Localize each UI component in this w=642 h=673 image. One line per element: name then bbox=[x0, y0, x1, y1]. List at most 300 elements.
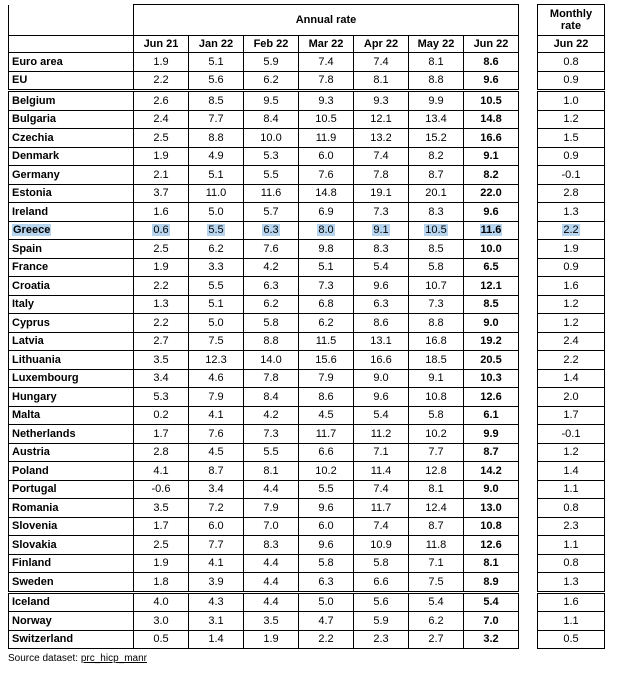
annual-rate-cell: 7.9 bbox=[299, 369, 354, 388]
annual-rate-cell: 8.1 bbox=[464, 554, 519, 573]
annual-rate-cell: 1.8 bbox=[134, 573, 189, 593]
annual-rate-cell: 1.7 bbox=[134, 425, 189, 444]
monthly-rate-cell: 1.6 bbox=[538, 592, 605, 612]
annual-rate-cell: 5.0 bbox=[189, 314, 244, 333]
monthly-rate-cell: 1.0 bbox=[538, 91, 605, 111]
annual-rate-cell: 9.6 bbox=[464, 71, 519, 91]
column-gap bbox=[519, 184, 538, 203]
annual-rate-cell: 5.5 bbox=[299, 480, 354, 499]
annual-rate-cell: 9.3 bbox=[354, 91, 409, 111]
annual-rate-cell: 12.8 bbox=[409, 462, 464, 481]
annual-rate-cell: 3.5 bbox=[134, 351, 189, 370]
annual-rate-cell: 8.3 bbox=[354, 240, 409, 259]
country-name: Poland bbox=[9, 462, 134, 481]
annual-rate-cell: 7.4 bbox=[354, 480, 409, 499]
annual-rate-cell: 5.8 bbox=[299, 554, 354, 573]
annual-rate-cell: 6.6 bbox=[354, 573, 409, 593]
column-gap bbox=[519, 630, 538, 649]
annual-rate-cell: 8.5 bbox=[189, 91, 244, 111]
monthly-rate-cell: 1.1 bbox=[538, 536, 605, 555]
annual-rate-cell: 8.3 bbox=[409, 203, 464, 222]
column-header-5: May 22 bbox=[409, 36, 464, 53]
table-row bbox=[9, 573, 605, 593]
monthly-rate-cell: 1.3 bbox=[538, 573, 605, 593]
annual-rate-cell: 5.3 bbox=[134, 388, 189, 407]
annual-rate-cell: 7.4 bbox=[299, 53, 354, 72]
monthly-rate-cell: 1.6 bbox=[538, 277, 605, 296]
country-name: Croatia bbox=[9, 277, 134, 296]
annual-rate-cell: 10.0 bbox=[464, 240, 519, 259]
column-gap bbox=[519, 612, 538, 631]
country-name: Belgium bbox=[9, 91, 134, 111]
country-name: Portugal bbox=[9, 480, 134, 499]
monthly-rate-cell: 2.2 bbox=[538, 351, 605, 370]
annual-rate-cell: 20.5 bbox=[464, 351, 519, 370]
annual-rate-cell: 5.9 bbox=[354, 612, 409, 631]
annual-rate-cell: 6.2 bbox=[299, 314, 354, 333]
annual-rate-cell: 20.1 bbox=[409, 184, 464, 203]
annual-rate-cell: 7.6 bbox=[189, 425, 244, 444]
annual-rate-cell: 9.3 bbox=[299, 91, 354, 111]
annual-rate-cell: 8.8 bbox=[409, 71, 464, 91]
annual-rate-cell: 18.5 bbox=[409, 351, 464, 370]
annual-rate-cell: 10.2 bbox=[299, 462, 354, 481]
annual-rate-cell: 2.5 bbox=[134, 536, 189, 555]
annual-rate-cell: 0.5 bbox=[134, 630, 189, 649]
table-row bbox=[9, 592, 605, 612]
annual-rate-cell: 7.1 bbox=[354, 443, 409, 462]
annual-rate-cell: 3.0 bbox=[134, 612, 189, 631]
table-row bbox=[9, 110, 605, 129]
monthly-rate-cell: 0.8 bbox=[538, 53, 605, 72]
annual-rate-cell: 10.8 bbox=[464, 517, 519, 536]
annual-rate-cell: 9.5 bbox=[244, 91, 299, 111]
source-note bbox=[8, 653, 147, 664]
table-row bbox=[9, 406, 605, 425]
annual-rate-cell: 6.6 bbox=[299, 443, 354, 462]
annual-rate-cell: 0.2 bbox=[134, 406, 189, 425]
annual-rate-cell: 12.1 bbox=[354, 110, 409, 129]
table-row bbox=[9, 53, 605, 72]
column-gap bbox=[519, 71, 538, 91]
column-gap bbox=[519, 351, 538, 370]
annual-rate-cell: 7.4 bbox=[354, 53, 409, 72]
annual-rate-cell: 4.4 bbox=[244, 480, 299, 499]
table-row bbox=[9, 480, 605, 499]
annual-rate-cell: 5.8 bbox=[354, 554, 409, 573]
column-header-6: Jun 22 bbox=[464, 36, 519, 53]
annual-rate-cell: 7.6 bbox=[244, 240, 299, 259]
annual-rate-cell: 8.0 bbox=[299, 221, 354, 240]
annual-rate-cell: 5.6 bbox=[189, 71, 244, 91]
annual-rate-cell: 8.6 bbox=[464, 53, 519, 72]
table-row bbox=[9, 147, 605, 166]
annual-rate-cell: 2.5 bbox=[134, 240, 189, 259]
country-name: Switzerland bbox=[9, 630, 134, 649]
annual-rate-cell: 4.5 bbox=[299, 406, 354, 425]
annual-rate-cell: -0.6 bbox=[134, 480, 189, 499]
annual-rate-cell: 6.1 bbox=[464, 406, 519, 425]
header-corner bbox=[9, 5, 134, 36]
inflation-table bbox=[8, 4, 605, 649]
column-gap bbox=[519, 53, 538, 72]
monthly-rate-cell: 1.1 bbox=[538, 480, 605, 499]
annual-rate-cell: 9.6 bbox=[464, 203, 519, 222]
annual-rate-cell: 5.5 bbox=[244, 443, 299, 462]
annual-rate-cell: 9.6 bbox=[354, 388, 409, 407]
annual-rate-cell: 10.0 bbox=[244, 129, 299, 148]
column-gap bbox=[519, 480, 538, 499]
annual-rate-cell: 2.7 bbox=[134, 332, 189, 351]
annual-rate-cell: 7.9 bbox=[244, 499, 299, 518]
annual-rate-cell: 2.3 bbox=[354, 630, 409, 649]
annual-rate-cell: 14.0 bbox=[244, 351, 299, 370]
annual-rate-cell: 1.9 bbox=[134, 554, 189, 573]
monthly-rate-cell: 0.8 bbox=[538, 499, 605, 518]
country-name: Italy bbox=[9, 295, 134, 314]
annual-rate-cell: 8.1 bbox=[409, 480, 464, 499]
annual-rate-cell: 4.1 bbox=[189, 406, 244, 425]
column-gap bbox=[519, 314, 538, 333]
annual-rate-cell: 22.0 bbox=[464, 184, 519, 203]
annual-rate-cell: 9.1 bbox=[409, 369, 464, 388]
country-name: Estonia bbox=[9, 184, 134, 203]
country-name: France bbox=[9, 258, 134, 277]
annual-rate-cell: 8.1 bbox=[409, 53, 464, 72]
annual-rate-cell: 7.4 bbox=[354, 517, 409, 536]
annual-rate-cell: 3.4 bbox=[134, 369, 189, 388]
table-row bbox=[9, 166, 605, 185]
column-gap bbox=[519, 443, 538, 462]
table-row bbox=[9, 203, 605, 222]
annual-rate-cell: 11.6 bbox=[464, 221, 519, 240]
annual-rate-cell: 2.6 bbox=[134, 91, 189, 111]
country-name: Malta bbox=[9, 406, 134, 425]
annual-rate-cell: 11.9 bbox=[299, 129, 354, 148]
annual-rate-cell: 2.7 bbox=[409, 630, 464, 649]
annual-rate-cell: 2.2 bbox=[299, 630, 354, 649]
annual-rate-cell: 11.8 bbox=[409, 536, 464, 555]
annual-rate-cell: 5.1 bbox=[299, 258, 354, 277]
annual-rate-cell: 1.7 bbox=[134, 517, 189, 536]
annual-rate-cell: 9.1 bbox=[354, 221, 409, 240]
annual-rate-cell: 5.5 bbox=[244, 166, 299, 185]
annual-rate-cell: 10.5 bbox=[464, 91, 519, 111]
table-row bbox=[9, 369, 605, 388]
column-gap bbox=[519, 536, 538, 555]
column-gap bbox=[519, 369, 538, 388]
annual-rate-cell: 7.2 bbox=[189, 499, 244, 518]
column-gap bbox=[519, 36, 538, 53]
monthly-rate-header: Monthly rate bbox=[538, 5, 605, 36]
table-row bbox=[9, 184, 605, 203]
annual-rate-cell: 3.1 bbox=[189, 612, 244, 631]
column-gap bbox=[519, 406, 538, 425]
monthly-rate-cell: 0.9 bbox=[538, 71, 605, 91]
column-gap bbox=[519, 129, 538, 148]
annual-rate-cell: 8.8 bbox=[189, 129, 244, 148]
annual-rate-cell: 12.3 bbox=[189, 351, 244, 370]
table-row bbox=[9, 258, 605, 277]
annual-rate-cell: 9.0 bbox=[464, 314, 519, 333]
source-label: Source dataset: bbox=[8, 653, 81, 664]
annual-rate-cell: 13.1 bbox=[354, 332, 409, 351]
column-header-2: Feb 22 bbox=[244, 36, 299, 53]
column-gap bbox=[519, 147, 538, 166]
annual-rate-cell: 8.2 bbox=[464, 166, 519, 185]
annual-rate-cell: 1.9 bbox=[134, 53, 189, 72]
annual-rate-cell: 1.9 bbox=[134, 258, 189, 277]
annual-rate-cell: 5.3 bbox=[244, 147, 299, 166]
table-row bbox=[9, 240, 605, 259]
annual-rate-cell: 7.0 bbox=[464, 612, 519, 631]
annual-rate-cell: 4.7 bbox=[299, 612, 354, 631]
annual-rate-cell: 2.5 bbox=[134, 129, 189, 148]
monthly-rate-cell: 2.3 bbox=[538, 517, 605, 536]
monthly-rate-cell: 0.8 bbox=[538, 554, 605, 573]
annual-rate-cell: 3.4 bbox=[189, 480, 244, 499]
column-gap bbox=[519, 592, 538, 612]
table-row bbox=[9, 221, 605, 240]
annual-rate-cell: 5.5 bbox=[189, 221, 244, 240]
column-gap bbox=[519, 499, 538, 518]
annual-rate-cell: 4.4 bbox=[244, 592, 299, 612]
column-gap bbox=[519, 110, 538, 129]
country-name: Norway bbox=[9, 612, 134, 631]
annual-rate-cell: 6.3 bbox=[244, 277, 299, 296]
annual-rate-cell: 8.1 bbox=[354, 71, 409, 91]
country-name: Slovakia bbox=[9, 536, 134, 555]
column-gap bbox=[519, 425, 538, 444]
annual-rate-cell: 3.9 bbox=[189, 573, 244, 593]
table-row bbox=[9, 612, 605, 631]
annual-rate-cell: 19.1 bbox=[354, 184, 409, 203]
country-column-header bbox=[9, 36, 134, 53]
annual-rate-cell: 8.2 bbox=[409, 147, 464, 166]
monthly-rate-cell: -0.1 bbox=[538, 425, 605, 444]
annual-rate-cell: 5.0 bbox=[299, 592, 354, 612]
annual-rate-cell: 6.3 bbox=[354, 295, 409, 314]
annual-rate-cell: 6.0 bbox=[189, 517, 244, 536]
annual-rate-cell: 7.9 bbox=[189, 388, 244, 407]
annual-rate-cell: 11.2 bbox=[354, 425, 409, 444]
annual-rate-cell: 5.5 bbox=[189, 277, 244, 296]
annual-rate-cell: 9.9 bbox=[464, 425, 519, 444]
annual-rate-cell: 5.1 bbox=[189, 53, 244, 72]
annual-rate-cell: 5.4 bbox=[354, 406, 409, 425]
annual-rate-cell: 9.6 bbox=[354, 277, 409, 296]
annual-rate-cell: 4.1 bbox=[134, 462, 189, 481]
annual-rate-cell: 3.7 bbox=[134, 184, 189, 203]
annual-rate-cell: 8.1 bbox=[244, 462, 299, 481]
table-row bbox=[9, 443, 605, 462]
country-name: Cyprus bbox=[9, 314, 134, 333]
monthly-rate-cell: 1.9 bbox=[538, 240, 605, 259]
annual-rate-cell: 7.6 bbox=[299, 166, 354, 185]
table-row bbox=[9, 314, 605, 333]
annual-rate-cell: 2.1 bbox=[134, 166, 189, 185]
annual-rate-cell: 12.1 bbox=[464, 277, 519, 296]
annual-rate-cell: 7.5 bbox=[189, 332, 244, 351]
annual-rate-cell: 0.6 bbox=[134, 221, 189, 240]
monthly-rate-cell: 0.5 bbox=[538, 630, 605, 649]
column-gap bbox=[519, 258, 538, 277]
annual-rate-cell: 6.0 bbox=[299, 517, 354, 536]
annual-rate-cell: 11.0 bbox=[189, 184, 244, 203]
monthly-rate-cell: 0.9 bbox=[538, 147, 605, 166]
monthly-rate-cell: 2.0 bbox=[538, 388, 605, 407]
annual-rate-cell: 2.4 bbox=[134, 110, 189, 129]
country-name: Czechia bbox=[9, 129, 134, 148]
table-row bbox=[9, 517, 605, 536]
annual-rate-cell: 16.6 bbox=[464, 129, 519, 148]
monthly-rate-cell: 1.2 bbox=[538, 314, 605, 333]
header-row-groups bbox=[9, 5, 605, 36]
annual-rate-cell: 3.5 bbox=[244, 612, 299, 631]
annual-rate-cell: 7.7 bbox=[409, 443, 464, 462]
annual-rate-cell: 7.1 bbox=[409, 554, 464, 573]
column-gap bbox=[519, 554, 538, 573]
annual-rate-cell: 16.6 bbox=[354, 351, 409, 370]
monthly-rate-cell: 0.9 bbox=[538, 258, 605, 277]
monthly-rate-cell: 1.2 bbox=[538, 295, 605, 314]
annual-rate-cell: 10.8 bbox=[409, 388, 464, 407]
monthly-rate-cell: -0.1 bbox=[538, 166, 605, 185]
annual-rate-cell: 5.4 bbox=[409, 592, 464, 612]
annual-rate-cell: 1.4 bbox=[189, 630, 244, 649]
table-row bbox=[9, 425, 605, 444]
table-row bbox=[9, 71, 605, 91]
monthly-rate-cell: 2.2 bbox=[538, 221, 605, 240]
annual-rate-cell: 8.5 bbox=[409, 240, 464, 259]
annual-rate-cell: 8.5 bbox=[464, 295, 519, 314]
monthly-rate-cell: 1.1 bbox=[538, 612, 605, 631]
annual-rate-cell: 8.7 bbox=[464, 443, 519, 462]
annual-rate-cell: 7.7 bbox=[189, 110, 244, 129]
annual-rate-cell: 8.6 bbox=[354, 314, 409, 333]
annual-rate-cell: 15.6 bbox=[299, 351, 354, 370]
column-gap bbox=[519, 277, 538, 296]
country-name: Ireland bbox=[9, 203, 134, 222]
country-name: Finland bbox=[9, 554, 134, 573]
table-row bbox=[9, 388, 605, 407]
annual-rate-cell: 11.4 bbox=[354, 462, 409, 481]
column-gap bbox=[519, 5, 538, 36]
annual-rate-cell: 4.9 bbox=[189, 147, 244, 166]
annual-rate-cell: 4.3 bbox=[189, 592, 244, 612]
annual-rate-cell: 8.6 bbox=[299, 388, 354, 407]
monthly-rate-cell: 1.2 bbox=[538, 110, 605, 129]
country-name: Sweden bbox=[9, 573, 134, 593]
annual-rate-cell: 4.1 bbox=[189, 554, 244, 573]
annual-rate-cell: 6.2 bbox=[244, 295, 299, 314]
annual-rate-cell: 7.3 bbox=[299, 277, 354, 296]
annual-rate-cell: 10.3 bbox=[464, 369, 519, 388]
annual-rate-cell: 1.3 bbox=[134, 295, 189, 314]
annual-rate-cell: 5.6 bbox=[354, 592, 409, 612]
annual-rate-cell: 6.3 bbox=[299, 573, 354, 593]
monthly-rate-cell: 2.4 bbox=[538, 332, 605, 351]
annual-rate-cell: 9.0 bbox=[354, 369, 409, 388]
annual-rate-cell: 8.8 bbox=[409, 314, 464, 333]
annual-rate-cell: 3.5 bbox=[134, 499, 189, 518]
column-header-4: Apr 22 bbox=[354, 36, 409, 53]
column-gap bbox=[519, 203, 538, 222]
annual-rate-cell: 16.8 bbox=[409, 332, 464, 351]
table-row bbox=[9, 499, 605, 518]
annual-rate-cell: 5.8 bbox=[409, 258, 464, 277]
annual-rate-cell: 6.2 bbox=[409, 612, 464, 631]
annual-rate-cell: 13.4 bbox=[409, 110, 464, 129]
annual-rate-cell: 5.1 bbox=[189, 166, 244, 185]
annual-rate-cell: 7.5 bbox=[409, 573, 464, 593]
country-name: EU bbox=[9, 71, 134, 91]
annual-rate-cell: 5.4 bbox=[354, 258, 409, 277]
annual-rate-cell: 4.5 bbox=[189, 443, 244, 462]
annual-rate-cell: 6.8 bbox=[299, 295, 354, 314]
annual-rate-cell: 5.8 bbox=[244, 314, 299, 333]
country-name: Lithuania bbox=[9, 351, 134, 370]
table-row bbox=[9, 462, 605, 481]
annual-rate-cell: 8.4 bbox=[244, 388, 299, 407]
annual-rate-cell: 7.8 bbox=[354, 166, 409, 185]
column-gap bbox=[519, 166, 538, 185]
annual-rate-cell: 1.9 bbox=[244, 630, 299, 649]
country-name: Romania bbox=[9, 499, 134, 518]
annual-rate-cell: 9.6 bbox=[299, 536, 354, 555]
annual-rate-cell: 4.0 bbox=[134, 592, 189, 612]
column-header-3: Mar 22 bbox=[299, 36, 354, 53]
annual-rate-cell: 9.9 bbox=[409, 91, 464, 111]
annual-rate-cell: 11.7 bbox=[299, 425, 354, 444]
monthly-rate-cell: 1.3 bbox=[538, 203, 605, 222]
annual-rate-cell: 2.2 bbox=[134, 277, 189, 296]
column-gap bbox=[519, 573, 538, 593]
annual-rate-cell: 5.1 bbox=[189, 295, 244, 314]
country-name: Austria bbox=[9, 443, 134, 462]
annual-rate-cell: 12.6 bbox=[464, 536, 519, 555]
annual-rate-cell: 8.7 bbox=[409, 517, 464, 536]
annual-rate-cell: 5.9 bbox=[244, 53, 299, 72]
source-dataset-link[interactable]: prc_hicp_manr bbox=[80, 653, 147, 664]
annual-rate-cell: 8.8 bbox=[244, 332, 299, 351]
annual-rate-cell: 6.3 bbox=[244, 221, 299, 240]
table-row bbox=[9, 351, 605, 370]
annual-rate-cell: 14.2 bbox=[464, 462, 519, 481]
annual-rate-cell: 8.7 bbox=[189, 462, 244, 481]
annual-rate-cell: 6.5 bbox=[464, 258, 519, 277]
annual-rate-cell: 10.2 bbox=[409, 425, 464, 444]
annual-rate-cell: 6.2 bbox=[244, 71, 299, 91]
annual-rate-cell: 8.4 bbox=[244, 110, 299, 129]
annual-rate-cell: 2.2 bbox=[134, 71, 189, 91]
monthly-rate-cell: 1.2 bbox=[538, 443, 605, 462]
annual-rate-cell: 7.8 bbox=[299, 71, 354, 91]
annual-rate-cell: 7.3 bbox=[244, 425, 299, 444]
table-row bbox=[9, 91, 605, 111]
monthly-rate-cell: 1.7 bbox=[538, 406, 605, 425]
table-row bbox=[9, 129, 605, 148]
table-row bbox=[9, 536, 605, 555]
annual-rate-cell: 14.8 bbox=[299, 184, 354, 203]
annual-rate-cell: 6.9 bbox=[299, 203, 354, 222]
annual-rate-cell: 4.4 bbox=[244, 573, 299, 593]
country-name: Netherlands bbox=[9, 425, 134, 444]
annual-rate-cell: 1.9 bbox=[134, 147, 189, 166]
country-name: Euro area bbox=[9, 53, 134, 72]
table-row bbox=[9, 295, 605, 314]
table-row bbox=[9, 332, 605, 351]
